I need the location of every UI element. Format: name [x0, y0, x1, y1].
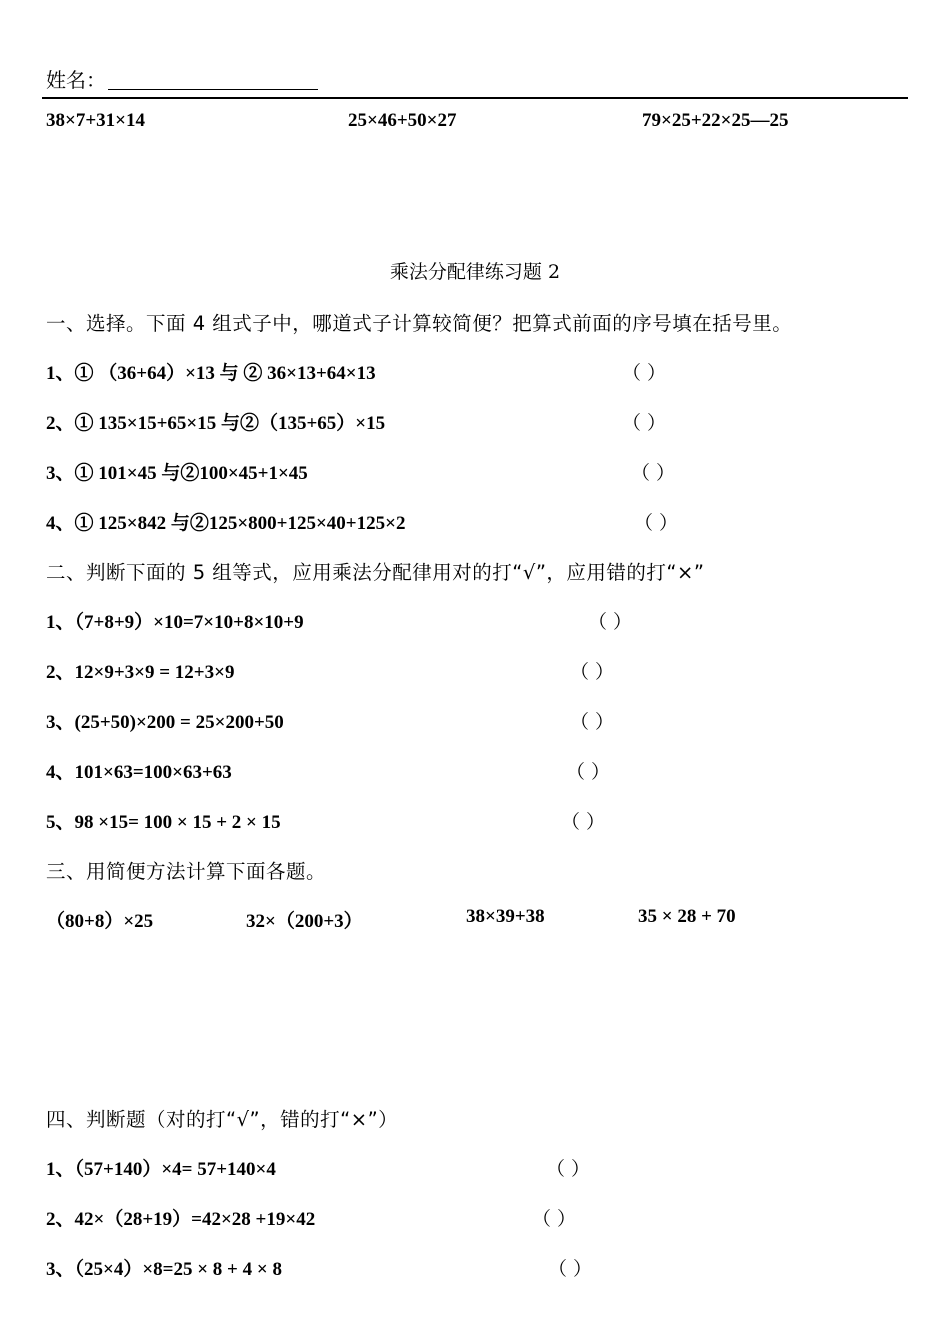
- name-blank-line[interactable]: [108, 69, 318, 90]
- answer-paren[interactable]: （ ）: [631, 462, 676, 484]
- answer-paren[interactable]: （ ）: [548, 1258, 593, 1280]
- top-expression-3: 79×25+22×25—25: [642, 110, 789, 131]
- section4-item-3: 3、（25×4）×8=25 × 8 + 4 × 8: [46, 1259, 282, 1280]
- answer-paren[interactable]: （ ）: [570, 711, 615, 733]
- section2-item-5: 5、98 ×15= 100 × 15 + 2 × 15: [46, 812, 281, 833]
- section3-heading: 三、用简便方法计算下面各题。: [46, 860, 327, 883]
- top-expression-2: 25×46+50×27: [348, 110, 457, 131]
- answer-paren[interactable]: （ ）: [570, 661, 615, 683]
- section3-problem-1: （80+8）×25: [46, 911, 154, 932]
- name-field: [46, 64, 318, 93]
- worksheet-title: 乘法分配律练习题 2: [389, 261, 561, 283]
- section4-item-2: 2、42×（28+19）=42×28 +19×42: [46, 1209, 316, 1230]
- answer-paren[interactable]: （ ）: [566, 761, 611, 783]
- section3-problem-2: 32×（200+3）: [246, 911, 363, 932]
- name-label: 姓名：: [46, 68, 106, 92]
- answer-paren[interactable]: （ ）: [622, 362, 667, 384]
- section3-problem-4: 35 × 28 + 70: [638, 906, 736, 927]
- section2-item-1: 1、（7+8+9）×10=7×10+8×10+9: [46, 612, 304, 633]
- answer-paren[interactable]: （ ）: [634, 512, 679, 534]
- section2-item-2: 2、12×9+3×9 = 12+3×9: [46, 662, 235, 683]
- section1-item-3: 3、① 101×45 与②100×45+1×45: [46, 463, 308, 484]
- top-expression-1: 38×7+31×14: [46, 110, 145, 131]
- answer-paren[interactable]: （ ）: [622, 412, 667, 434]
- section2-item-4: 4、101×63=100×63+63: [46, 762, 232, 783]
- answer-paren[interactable]: （ ）: [532, 1208, 577, 1230]
- section4-heading: 四、判断题（对的打“√”，错的打“×”）: [46, 1108, 399, 1131]
- answer-paren[interactable]: （ ）: [546, 1158, 591, 1180]
- section2-heading: 二、判断下面的 5 组等式，应用乘法分配律用对的打“√”，应用错的打“×”: [46, 561, 705, 584]
- section3-problem-3: 38×39+38: [466, 906, 545, 927]
- section2-item-3: 3、(25+50)×200 = 25×200+50: [46, 712, 284, 733]
- header-divider: [42, 97, 908, 99]
- answer-paren[interactable]: （ ）: [588, 611, 633, 633]
- section1-item-1: 1、① （36+64）×13 与 ② 36×13+64×13: [46, 363, 376, 384]
- section1-heading: 一、选择。下面 4 组式子中，哪道式子计算较简便？把算式前面的序号填在括号里。: [46, 312, 793, 335]
- section1-item-2: 2、① 135×15+65×15 与②（135+65）×15: [46, 413, 386, 434]
- section4-item-1: 1、（57+140）×4= 57+140×4: [46, 1159, 276, 1180]
- section1-item-4: 4、① 125×842 与②125×800+125×40+125×2: [46, 513, 406, 534]
- answer-paren[interactable]: （ ）: [561, 811, 606, 833]
